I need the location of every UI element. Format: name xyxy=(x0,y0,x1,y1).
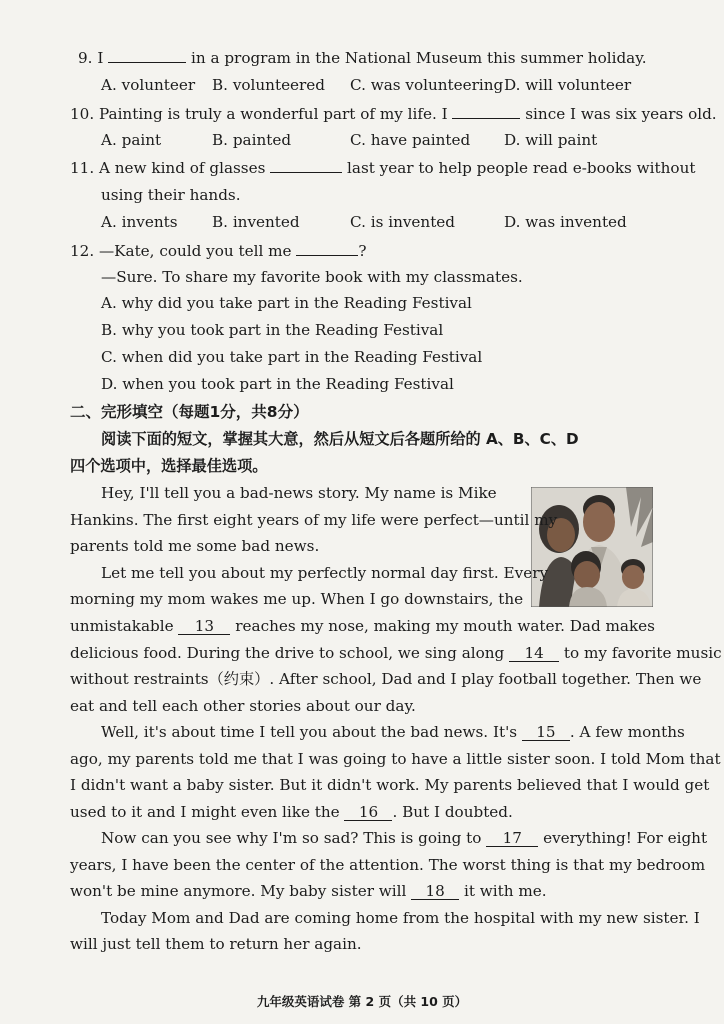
passage-line xyxy=(70,802,513,822)
passage-text: won't be mine anymore. My baby sister will xyxy=(70,882,412,900)
passage-line: Hankins. The first eight years of my life were perfect—until my xyxy=(70,511,558,529)
passage-text: it with me. xyxy=(459,882,547,900)
passage-text: everything! For eight xyxy=(538,829,708,847)
dialogue-reply: —Sure. To share my favorite book with my classmates. xyxy=(101,268,523,286)
passage-line: eat and tell each other stories about our day. xyxy=(70,697,416,715)
section-title: 二、完形填空（每题1分，共8分） xyxy=(70,403,309,421)
question-text-post: since I was six years old. xyxy=(520,105,717,123)
question-text-pre: Painting is truly a wonderful part of my life. I xyxy=(98,105,453,123)
blank-17: 17 xyxy=(486,830,538,847)
option-a: A. why did you take part in the Reading Festival xyxy=(101,294,472,312)
option-d: D. will paint xyxy=(504,131,598,149)
option-d: D. when you took part in the Reading Festival xyxy=(101,375,454,393)
question-text-pre: —Kate, could you tell me xyxy=(98,242,297,260)
passage-text: used to it and I might even like the xyxy=(70,803,345,821)
passage-line: ago, my parents told me that I was going to have a little sister soon. I told Mom that xyxy=(70,750,721,768)
answer-blank xyxy=(296,240,358,256)
option-b: B. why you took part in the Reading Festival xyxy=(101,321,444,339)
passage-line xyxy=(101,828,707,848)
passage-line xyxy=(70,616,655,636)
option-a: A. invents xyxy=(101,213,178,231)
family-photo xyxy=(531,487,653,607)
passage-text: reaches my nose, making my mouth water. Dad makes xyxy=(230,617,655,635)
passage-text: to my favorite music xyxy=(559,644,722,662)
answer-blank xyxy=(452,103,520,119)
question-11 xyxy=(70,157,695,178)
option-d: D. was invented xyxy=(504,213,627,231)
option-c: C. is invented xyxy=(350,213,456,231)
question-10 xyxy=(70,103,717,124)
question-text-post: ? xyxy=(358,242,367,260)
option-d: D. will volunteer xyxy=(504,76,632,94)
passage-text: Well, it's about time I tell you about the bad news. It's xyxy=(101,723,522,741)
question-text-post: in a program in the National Museum this summer holiday. xyxy=(186,49,647,67)
option-a: A. paint xyxy=(101,131,162,149)
question-number: 9. xyxy=(78,49,93,67)
passage-line: Today Mom and Dad are coming home from the hospital with my new sister. I xyxy=(101,909,700,927)
passage-line: I didn't want a baby sister. But it didn't work. My parents believed that I would get xyxy=(70,776,710,794)
option-b: B. volunteered xyxy=(212,76,326,94)
blank-15: 15 xyxy=(522,724,570,741)
question-text-pre: A new kind of glasses xyxy=(98,159,271,177)
passage-line: parents told me some bad news. xyxy=(70,537,320,555)
question-9 xyxy=(78,47,647,68)
option-b: B. painted xyxy=(212,131,292,149)
answer-blank xyxy=(108,47,186,63)
blank-14: 14 xyxy=(509,645,559,662)
passage-text: . A few months xyxy=(569,723,685,741)
passage-text: delicious food. During the drive to school, we sing along xyxy=(70,644,510,662)
passage-line: Hey, I'll tell you a bad-news story. My name is Mike xyxy=(101,484,497,502)
answer-blank xyxy=(270,157,342,173)
passage-line: years, I have been the center of the attention. The worst thing is that my bedroom xyxy=(70,856,706,874)
question-number: 11. xyxy=(70,159,95,177)
blank-18: 18 xyxy=(411,883,459,900)
question-text-pre: I xyxy=(97,49,109,67)
option-b: B. invented xyxy=(212,213,300,231)
page-footer: 九年级英语试卷 第 2 页（共 10 页） xyxy=(256,994,468,1009)
passage-line xyxy=(101,722,685,742)
option-a: A. volunteer xyxy=(101,76,196,94)
section-instruction-line1: 阅读下面的短文，掌握其大意，然后从短文后各题所给的 A、B、C、D xyxy=(101,430,579,448)
blank-16: 16 xyxy=(344,804,392,821)
question-number: 10. xyxy=(70,105,95,123)
section-instruction-line2: 四个选项中，选择最佳选项。 xyxy=(70,457,268,475)
question-continuation: using their hands. xyxy=(101,186,241,204)
passage-line: will just tell them to return her again. xyxy=(70,935,362,953)
passage-line xyxy=(70,643,722,663)
question-text-post: last year to help people read e-books without xyxy=(342,159,696,177)
option-c: C. have painted xyxy=(350,131,471,149)
passage-line: Let me tell you about my perfectly normal day first. Every xyxy=(101,564,549,582)
passage-line xyxy=(70,881,547,901)
passage-line: without restraints（约束）. After school, Dad and I play football together. Then we xyxy=(70,670,702,688)
passage-text: unmistakable xyxy=(70,617,179,635)
option-c: C. when did you take part in the Reading Festival xyxy=(101,348,483,366)
blank-13: 13 xyxy=(178,618,230,635)
passage-text: . But I doubted. xyxy=(392,803,513,821)
passage-line: morning my mom wakes me up. When I go downstairs, the xyxy=(70,590,524,608)
question-number: 12. xyxy=(70,242,95,260)
passage-text: Now can you see why I'm so sad? This is going to xyxy=(101,829,487,847)
option-c: C. was volunteering xyxy=(350,76,504,94)
question-12 xyxy=(70,240,367,261)
